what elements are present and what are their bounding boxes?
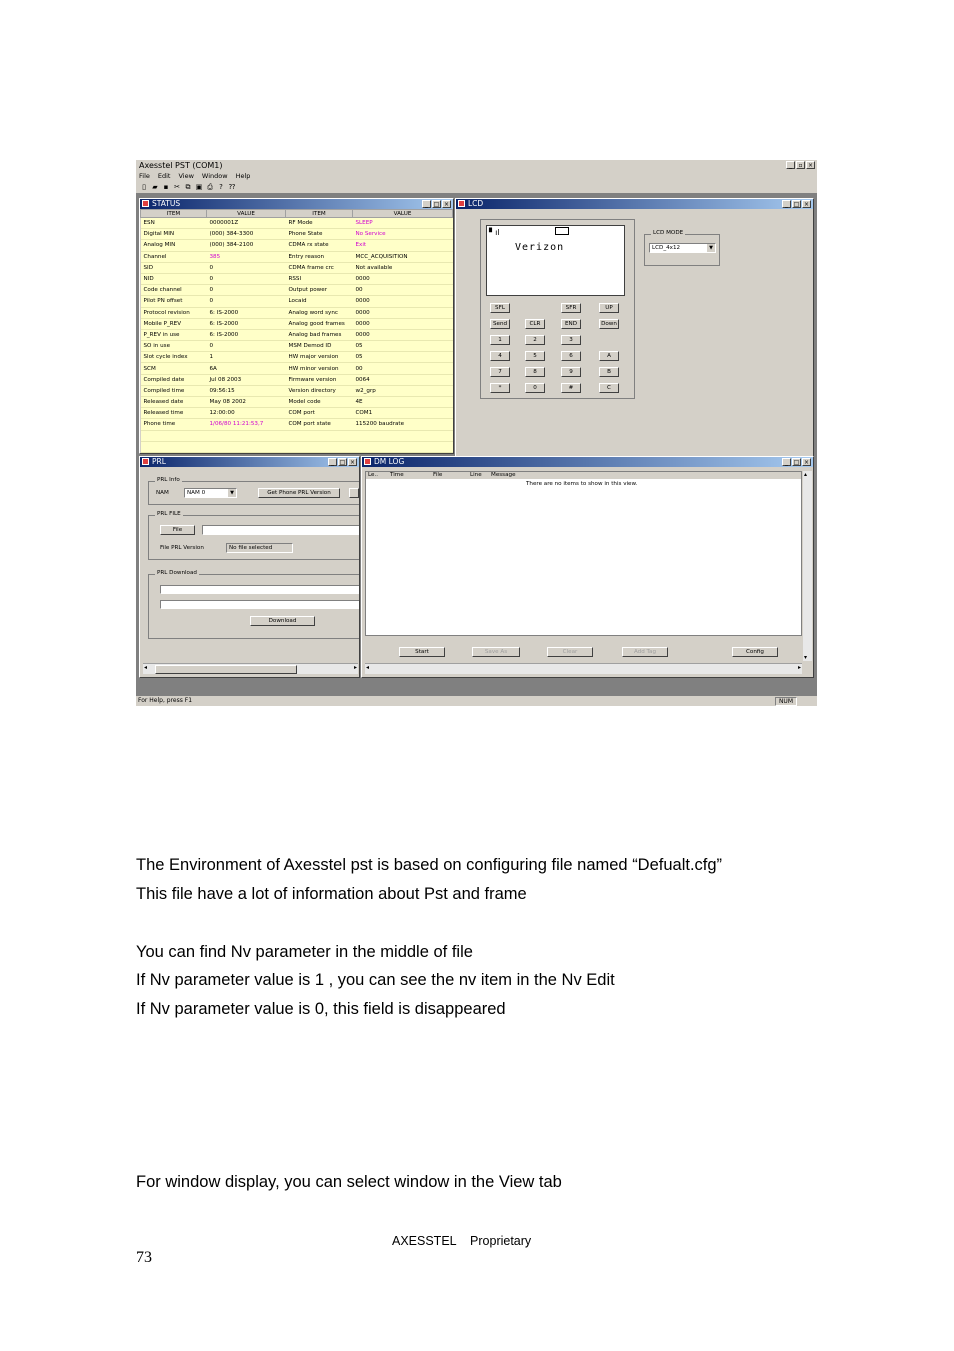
table-cell: Not available: [353, 262, 453, 273]
scroll-left-icon[interactable]: ◂: [366, 664, 370, 671]
menu-window[interactable]: Window: [201, 172, 228, 180]
app-title: Axesstel PST (COM1): [139, 161, 223, 170]
keypad-key[interactable]: *: [490, 383, 510, 393]
table-cell: 0064: [353, 374, 453, 385]
table-cell: Digital MIN: [141, 229, 207, 240]
scroll-up-icon[interactable]: ▴: [804, 471, 808, 478]
status-title: STATUS: [152, 199, 181, 208]
table-row: [141, 296, 453, 307]
column-header[interactable]: Time: [390, 472, 404, 478]
table-cell: 0: [207, 273, 286, 284]
table-cell: Output power: [286, 285, 353, 296]
minimize-icon[interactable]: _: [786, 161, 795, 169]
column-header[interactable]: Message: [491, 472, 516, 478]
prl-info-label: PRL Info: [157, 477, 180, 483]
table-cell: [141, 441, 207, 452]
table-cell: 6: IS-2000: [207, 307, 286, 318]
nam-value: NAM 0: [187, 490, 206, 496]
keypad-key[interactable]: B: [599, 367, 619, 377]
paragraph-line: The Environment of Axesstel pst is based on configuring file named “Defualt.cfg”: [136, 856, 723, 874]
empty-list-text: There are no items to show in this view.: [526, 481, 638, 487]
minimize-icon[interactable]: _: [328, 458, 337, 466]
table-cell: Jul 08 2003: [207, 374, 286, 385]
nam-select[interactable]: [184, 488, 237, 498]
nam-label: NAM: [156, 490, 169, 496]
table-row: [141, 363, 453, 374]
table-cell: Protocol revision: [141, 307, 207, 318]
keypad-key[interactable]: 1: [490, 335, 510, 345]
table-cell: Slot cycle index: [141, 352, 207, 363]
table-cell: Channel: [141, 251, 207, 262]
open-icon[interactable]: ▰: [152, 183, 158, 191]
table-cell: 0: [207, 296, 286, 307]
table-row: [141, 385, 453, 396]
table-cell: ESN: [141, 218, 207, 229]
table-cell: Code channel: [141, 285, 207, 296]
keypad-key[interactable]: 5: [525, 351, 545, 361]
clear-button[interactable]: Clear: [547, 647, 593, 657]
table-cell: 0: [207, 262, 286, 273]
toolbar: [136, 181, 817, 194]
table-cell: Model code: [286, 397, 353, 408]
table-row: [141, 262, 453, 273]
table-cell: MCC_ACQUISITION: [353, 251, 453, 262]
table-cell: Compiled date: [141, 374, 207, 385]
table-cell: HW major version: [286, 352, 353, 363]
scroll-right-icon[interactable]: ▸: [797, 664, 801, 671]
table-row: [141, 341, 453, 352]
lcd-mode-select[interactable]: [649, 243, 716, 253]
file-prl-version-label: File PRL Version: [160, 545, 204, 551]
chevron-down-icon[interactable]: ▼: [707, 244, 715, 252]
print-icon[interactable]: ⎙: [207, 183, 213, 191]
table-cell: SCM: [141, 363, 207, 374]
table-row: [141, 251, 453, 262]
table-cell: P_REV in use: [141, 329, 207, 340]
window-icon: [458, 200, 465, 207]
minimize-icon[interactable]: _: [422, 200, 431, 208]
table-cell: 6A: [207, 363, 286, 374]
close-icon[interactable]: ×: [807, 162, 814, 169]
table-row: [141, 397, 453, 408]
table-cell: 6: IS-2000: [207, 318, 286, 329]
table-row: [141, 441, 453, 452]
table-cell: Compiled time: [141, 385, 207, 396]
keypad-key[interactable]: END: [561, 319, 581, 329]
table-cell: [207, 430, 286, 441]
table-cell: 05: [353, 341, 453, 352]
more-button[interactable]: [349, 488, 359, 498]
keypad-key[interactable]: #: [561, 383, 581, 393]
column-header[interactable]: VALUE: [353, 210, 453, 218]
table-row: [141, 374, 453, 385]
table-cell: Analog MIN: [141, 240, 207, 251]
prl-file-label: PRL FILE: [157, 511, 181, 517]
table-cell: Analog good frames: [286, 318, 353, 329]
table-cell: [353, 441, 453, 452]
keypad-key[interactable]: 3: [561, 335, 581, 345]
status-table: [140, 209, 453, 453]
table-cell: Locaid: [286, 296, 353, 307]
download-progress-bar: [160, 600, 360, 609]
table-row: [141, 318, 453, 329]
table-cell: May 08 2002: [207, 397, 286, 408]
table-cell: 0000: [353, 329, 453, 340]
table-cell: SO in use: [141, 341, 207, 352]
table-cell: NID: [141, 273, 207, 284]
table-cell: CDMA rx state: [286, 240, 353, 251]
keypad-key[interactable]: Down: [599, 319, 619, 329]
lcd-display-text: Verizon: [515, 242, 565, 253]
table-cell: COM port: [286, 408, 353, 419]
column-header[interactable]: Line: [470, 472, 482, 478]
table-cell: Mobile P_REV: [141, 318, 207, 329]
restore-icon[interactable]: ▫: [796, 161, 805, 169]
table-cell: [141, 430, 207, 441]
table-cell: 09:56:15: [207, 385, 286, 396]
paragraph-line: If Nv parameter value is 1 , you can see the nv item in the Nv Edit: [136, 971, 615, 989]
download-button[interactable]: Download: [250, 616, 315, 626]
table-cell: 00: [353, 363, 453, 374]
column-header[interactable]: ITEM: [286, 210, 353, 218]
table-row: [141, 408, 453, 419]
table-cell: 0000: [353, 307, 453, 318]
table-cell: 0: [207, 341, 286, 352]
dm-log-window: [361, 456, 814, 678]
add-tag-button[interactable]: Add Tag: [622, 647, 668, 657]
save-as-button[interactable]: Save As: [472, 647, 520, 657]
keypad-key[interactable]: A: [599, 351, 619, 361]
save-icon[interactable]: ▪: [163, 183, 169, 191]
table-cell: 0000001Z: [207, 218, 286, 229]
scroll-down-icon[interactable]: ▾: [804, 654, 808, 661]
table-cell: 0000: [353, 318, 453, 329]
close-icon[interactable]: ×: [803, 201, 810, 208]
keypad-key[interactable]: SFL: [490, 303, 510, 313]
app-titlebar: [136, 160, 817, 171]
table-row: [141, 240, 453, 251]
table-row: [141, 329, 453, 340]
close-icon[interactable]: ×: [349, 459, 356, 466]
prl-window: [139, 456, 360, 678]
table-cell: w2_grp: [353, 385, 453, 396]
maximize-icon[interactable]: □: [433, 201, 440, 208]
paragraph-line: If Nv parameter value is 0, this field is disappeared: [136, 1000, 506, 1018]
dm-log-header: [366, 472, 801, 479]
file-button[interactable]: File: [160, 525, 195, 535]
table-row: [141, 430, 453, 441]
scroll-left-icon[interactable]: ◂: [144, 664, 148, 671]
download-progress-bar: [160, 585, 360, 594]
lcd-mode-value: LCD_4x12: [652, 245, 681, 251]
window-icon: [142, 458, 149, 465]
table-cell: Entry reason: [286, 251, 353, 262]
menu-file[interactable]: File: [139, 172, 150, 180]
table-cell: 12:00:00: [207, 408, 286, 419]
table-row: [141, 285, 453, 296]
lcd-title: LCD: [468, 199, 484, 208]
table-cell: 1: [207, 352, 286, 363]
maximize-icon[interactable]: □: [339, 459, 346, 466]
horizontal-scrollbar[interactable]: [365, 663, 802, 674]
close-icon[interactable]: ×: [443, 201, 450, 208]
menu-view[interactable]: View: [178, 172, 194, 180]
table-cell: Pilot PN offset: [141, 296, 207, 307]
keypad-key[interactable]: 7: [490, 367, 510, 377]
keypad-key[interactable]: C: [599, 383, 619, 393]
table-cell: 05: [353, 352, 453, 363]
table-cell: SLEEP: [353, 218, 453, 229]
table-cell: Version directory: [286, 385, 353, 396]
cut-icon[interactable]: ✂: [174, 183, 180, 191]
signal-icon: ▘ıl: [489, 228, 500, 237]
page-number: 73: [136, 1249, 152, 1266]
prl-title: PRL: [152, 457, 166, 466]
get-phone-prl-version-button[interactable]: Get Phone PRL Version: [258, 488, 340, 498]
table-cell: [286, 441, 353, 452]
keypad-key[interactable]: 4: [490, 351, 510, 361]
num-lock-indicator: NUM: [775, 697, 797, 706]
lcd-window: [455, 198, 814, 457]
keypad-key[interactable]: 9: [561, 367, 581, 377]
column-header[interactable]: ITEM: [141, 210, 207, 218]
table-cell: Analog word sync: [286, 307, 353, 318]
vertical-scrollbar[interactable]: [803, 471, 812, 661]
table-cell: 385: [207, 251, 286, 262]
table-row: [141, 273, 453, 284]
table-cell: HW minor version: [286, 363, 353, 374]
keypad-key[interactable]: 2: [525, 335, 545, 345]
minimize-icon[interactable]: _: [782, 200, 791, 208]
file-prl-version-value: No file selected: [226, 543, 293, 553]
table-cell: Analog bad frames: [286, 329, 353, 340]
table-cell: Firmware version: [286, 374, 353, 385]
minimize-icon[interactable]: _: [782, 458, 791, 466]
window-icon: [364, 458, 371, 465]
pst-screenshot: [136, 160, 817, 706]
table-row: [141, 307, 453, 318]
status-bar: [136, 696, 817, 706]
lcd-titlebar: [456, 199, 813, 209]
help-icon[interactable]: ?: [219, 183, 223, 191]
keypad-key[interactable]: 0: [525, 383, 545, 393]
table-cell: 4E: [353, 397, 453, 408]
new-icon[interactable]: ▯: [142, 183, 146, 191]
paragraph-line: This file have a lot of information about Pst and frame: [136, 885, 527, 903]
dm-log-list: [365, 471, 802, 636]
keypad-key[interactable]: Send: [490, 319, 510, 329]
table-cell: (000) 384-3300: [207, 229, 286, 240]
prl-titlebar: [140, 457, 359, 467]
menu-help[interactable]: Help: [235, 172, 251, 180]
table-cell: COM1: [353, 408, 453, 419]
table-cell: 0000: [353, 273, 453, 284]
status-window: [139, 198, 454, 454]
table-cell: Released time: [141, 408, 207, 419]
start-button[interactable]: Start: [399, 647, 445, 657]
window-icon: [142, 200, 149, 207]
paragraph-line: For window display, you can select window in the View tab: [136, 1173, 562, 1191]
lcd-screen: [486, 225, 625, 296]
table-cell: 0: [207, 285, 286, 296]
lcd-mode-label: LCD MODE: [653, 230, 684, 236]
table-cell: 6: IS-2000: [207, 329, 286, 340]
table-cell: Phone time: [141, 419, 207, 430]
context-help-icon[interactable]: ⁇: [228, 183, 236, 191]
menu-edit[interactable]: Edit: [157, 172, 171, 180]
close-icon[interactable]: ×: [803, 459, 810, 466]
config-button[interactable]: Config: [732, 647, 778, 657]
horizontal-scrollbar[interactable]: [143, 663, 358, 674]
scroll-right-icon[interactable]: ▸: [353, 664, 357, 671]
dm-log-title: DM LOG: [374, 457, 405, 466]
status-text: For Help, press F1: [138, 697, 193, 704]
keypad-key[interactable]: 8: [525, 367, 545, 377]
maximize-icon[interactable]: □: [793, 459, 800, 466]
table-cell: Released date: [141, 397, 207, 408]
prl-download-label: PRL Download: [157, 570, 197, 576]
keypad-key[interactable]: CLR: [525, 319, 545, 329]
dm-log-titlebar: [362, 457, 813, 467]
chevron-down-icon[interactable]: ▼: [228, 489, 236, 497]
table-cell: [353, 430, 453, 441]
table-cell: RF Mode: [286, 218, 353, 229]
maximize-icon[interactable]: □: [793, 201, 800, 208]
copy-icon[interactable]: ⧉: [185, 183, 191, 191]
keypad-key[interactable]: UP: [599, 303, 619, 313]
table-row: [141, 229, 453, 240]
keypad-key[interactable]: SFR: [561, 303, 581, 313]
column-header[interactable]: VALUE: [207, 210, 286, 218]
table-cell: (000) 384-2100: [207, 240, 286, 251]
column-header[interactable]: File: [433, 472, 443, 478]
table-cell: COM port state: [286, 419, 353, 430]
table-cell: Exit: [353, 240, 453, 251]
table-cell: No Service: [353, 229, 453, 240]
table-cell: Phone State: [286, 229, 353, 240]
keypad-key[interactable]: 6: [561, 351, 581, 361]
table-cell: MSM Demod ID: [286, 341, 353, 352]
table-cell: 115200 baudrate: [353, 419, 453, 430]
battery-icon: [555, 227, 569, 235]
status-titlebar: [140, 199, 453, 209]
page-footer: AXESSTEL Proprietary: [392, 1234, 532, 1248]
scroll-thumb[interactable]: [155, 665, 297, 674]
paragraph-line: You can find Nv parameter in the middle of file: [136, 943, 473, 961]
table-cell: [286, 430, 353, 441]
menu-bar: [136, 171, 817, 181]
prl-file-group: [148, 511, 360, 560]
table-cell: 1/06/80 11:21:53,7: [207, 419, 286, 430]
table-row: [141, 419, 453, 430]
table-cell: SID: [141, 262, 207, 273]
table-cell: 0000: [353, 296, 453, 307]
file-path-input[interactable]: [202, 525, 360, 535]
table-row: [141, 352, 453, 363]
table-cell: RSSI: [286, 273, 353, 284]
table-cell: CDMA frame crc: [286, 262, 353, 273]
table-cell: 00: [353, 285, 453, 296]
table-cell: [207, 441, 286, 452]
paste-icon[interactable]: ▣: [195, 183, 203, 191]
column-header[interactable]: Le..: [368, 472, 379, 478]
table-row: [141, 218, 453, 229]
